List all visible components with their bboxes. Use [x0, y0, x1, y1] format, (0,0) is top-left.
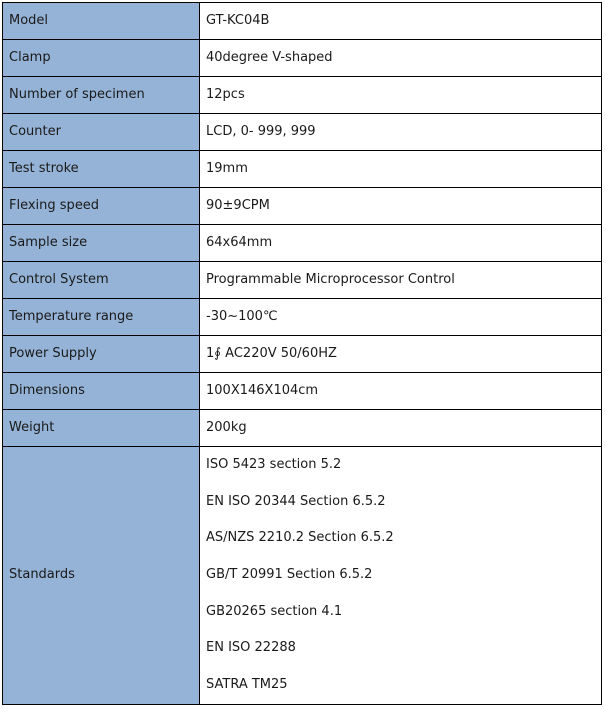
- spec-table: [2, 2, 602, 705]
- spec-row-standards: [3, 447, 602, 705]
- standard-item: EN ISO 20344 Section 6.5.2: [206, 493, 386, 509]
- standard-item: AS/NZS 2210.2 Section 6.5.2: [206, 530, 394, 546]
- standard-item: ISO 5423 section 5.2: [206, 457, 342, 472]
- spec-label: Number of specimen: [3, 77, 200, 114]
- spec-row-flexing-speed: [3, 188, 602, 225]
- spec-label: Counter: [3, 114, 200, 151]
- spec-label: Dimensions: [3, 373, 200, 410]
- spec-label: Weight: [3, 410, 200, 447]
- spec-value: -30~100℃: [200, 299, 602, 336]
- spec-row-weight: [3, 410, 602, 447]
- spec-label: Test stroke: [3, 151, 200, 188]
- spec-label: Model: [3, 3, 200, 40]
- standard-item: SATRA TM25: [206, 677, 288, 693]
- spec-value: 200kg: [200, 410, 602, 447]
- spec-value: 40degree V-shaped: [200, 40, 602, 77]
- standards-list: [200, 447, 602, 705]
- standard-item: GB20265 section 4.1: [206, 603, 343, 619]
- spec-label: Sample size: [3, 225, 200, 262]
- spec-row-power-supply: [3, 336, 602, 373]
- spec-value: GT-KC04B: [200, 3, 602, 40]
- spec-label: Power Supply: [3, 336, 200, 373]
- spec-row-number-of-specimen: [3, 77, 602, 114]
- spec-label: Standards: [3, 447, 200, 705]
- spec-label: Flexing speed: [3, 188, 200, 225]
- spec-row-dimensions: [3, 373, 602, 410]
- standard-item: GB/T 20991 Section 6.5.2: [206, 567, 373, 583]
- spec-value: 1∮ AC220V 50/60HZ: [200, 336, 602, 373]
- spec-row-test-stroke: [3, 151, 602, 188]
- spec-value: 12pcs: [200, 77, 602, 114]
- spec-row-clamp: [3, 40, 602, 77]
- spec-value: Programmable Microprocessor Control: [200, 262, 602, 299]
- spec-value: 19mm: [200, 151, 602, 188]
- standard-item: EN ISO 22288: [206, 640, 296, 656]
- spec-label: Control System: [3, 262, 200, 299]
- spec-value: 64x64mm: [200, 225, 602, 262]
- spec-row-control-system: [3, 262, 602, 299]
- spec-label: Clamp: [3, 40, 200, 77]
- spec-label: Temperature range: [3, 299, 200, 336]
- spec-row-model: [3, 3, 602, 40]
- spec-row-sample-size: [3, 225, 602, 262]
- spec-value: 100X146X104cm: [200, 373, 602, 410]
- spec-row-temperature-range: [3, 299, 602, 336]
- spec-value: LCD, 0- 999, 999: [200, 114, 602, 151]
- spec-row-counter: [3, 114, 602, 151]
- spec-value: 90±9CPM: [200, 188, 602, 225]
